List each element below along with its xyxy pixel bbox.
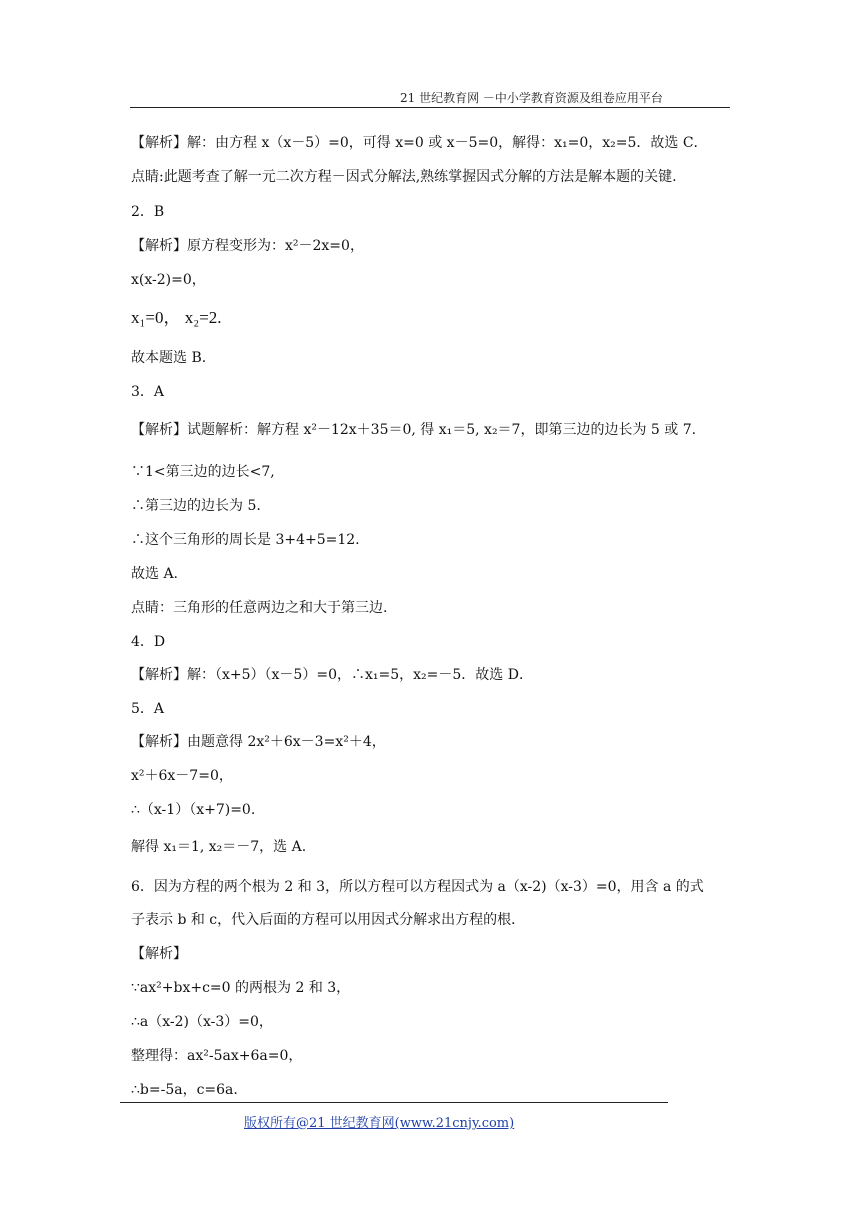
footer-divider <box>120 1102 668 1103</box>
text-line: 故选 A. <box>131 566 179 582</box>
text-line: 【解析】由题意得 2x²＋6x－3=x²＋4， <box>131 734 386 750</box>
text-line: 【解析】 <box>131 946 187 962</box>
text-line: 5．A <box>131 701 165 717</box>
text-line: x₁=0， x₂=2. <box>131 308 222 327</box>
text-line: 子表示 b 和 c，代入后面的方程可以用因式分解求出方程的根． <box>131 912 526 928</box>
text-line: 点睛:此题考查了解一元二次方程－因式分解法,熟练掌握因式分解的方法是解本题的关键. <box>131 169 677 185</box>
text-line: 点睛：三角形的任意两边之和大于第三边. <box>131 600 388 616</box>
text-line: 4．D <box>131 634 166 650</box>
text-line: x(x-2)=0， <box>131 272 206 288</box>
text-line: 3．A <box>131 384 165 400</box>
text-line: 【解析】解：（x+5）（x－5）=0，∴x₁=5，x₂=－5．故选 D． <box>131 667 533 683</box>
text-line: ∴a（x-2)（x-3）=0， <box>131 1014 273 1030</box>
copyright-link[interactable]: 版权所有@21 世纪教育网(www.21cnjy.com) <box>244 1116 515 1131</box>
text-line: ∴b=-5a，c=6a. <box>131 1082 238 1098</box>
text-line: 【解析】试题解析：解方程 x²－12x＋35＝0, 得 x₁＝5, x₂＝7，即第三边的边长为 5 或 7. <box>131 422 697 438</box>
text-line: 【解析】解：由方程 x（x－5）=0，可得 x=0 或 x－5=0，解得：x₁=0，x₂=5．故选 C． <box>131 135 708 151</box>
text-line: 解得 x₁＝1, x₂＝－7，选 A. <box>131 839 307 855</box>
text-line: 故本题选 B. <box>131 350 207 366</box>
text-line: 2．B <box>131 204 165 220</box>
text-line: 整理得：ax²-5ax+6a=0， <box>131 1048 303 1064</box>
header-divider <box>130 107 730 108</box>
text-line: 6．因为方程的两个根为 2 和 3，所以方程可以方程因式为 a（x-2)（x-3）=0，用含 a 的式 <box>131 879 704 895</box>
text-line: ∵ax²+bx+c=0 的两根为 2 和 3， <box>131 980 351 996</box>
header-title: 21 世纪教育网 －中小学教育资源及组卷应用平台 <box>400 91 663 105</box>
text-line: ∵1<第三边的边长<7, <box>131 464 275 480</box>
text-line: x²＋6x－7=0， <box>131 768 233 784</box>
text-line: 【解析】原方程变形为：x²－2x=0， <box>131 238 364 254</box>
text-line: ∴第三边的边长为 5. <box>131 498 261 514</box>
text-line: ∴（x-1）（x+7)=0. <box>131 802 256 818</box>
text-line: ∴这个三角形的周长是 3+4+5=12. <box>131 532 360 548</box>
